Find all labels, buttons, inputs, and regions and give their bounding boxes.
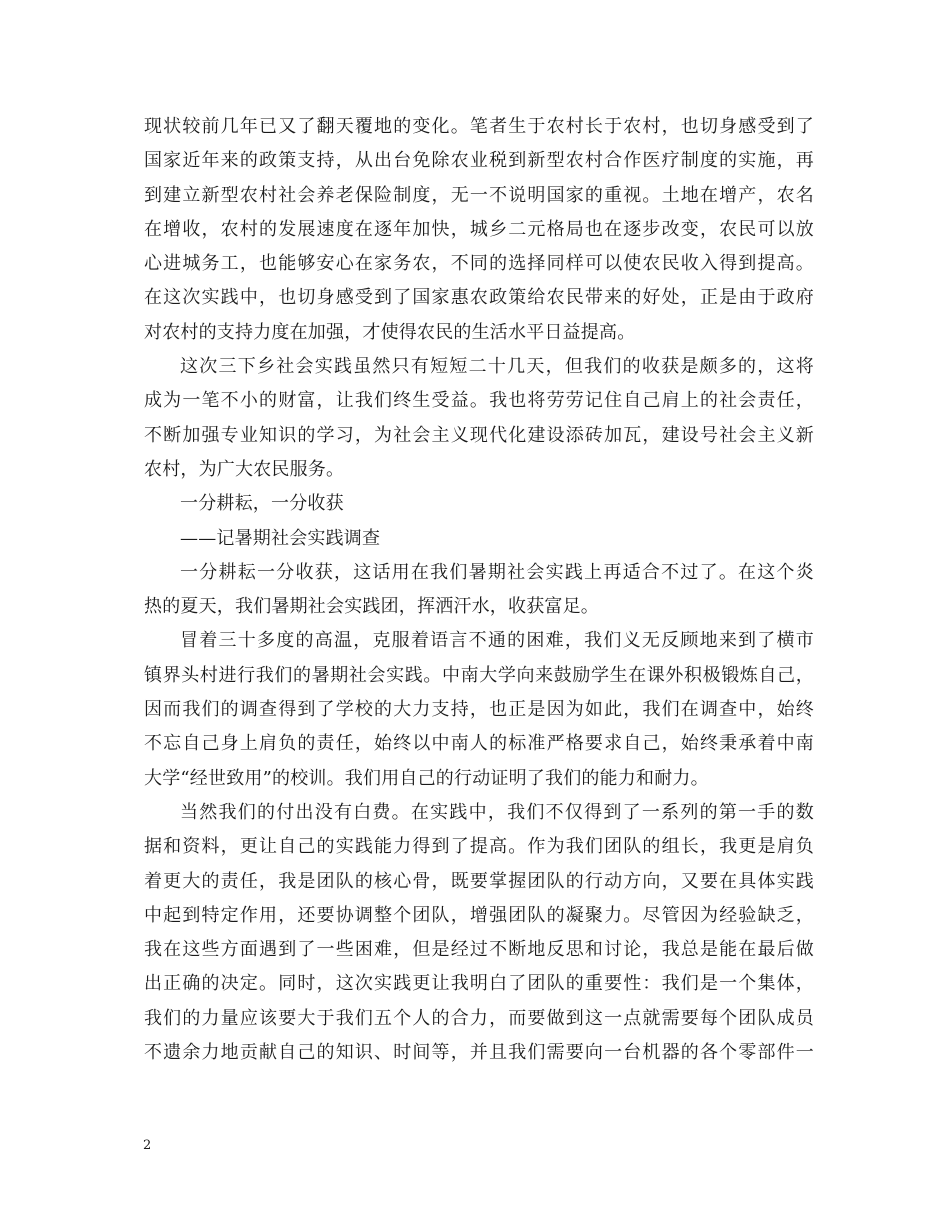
text-line: 一分耕耘，一分收获: [180, 493, 344, 515]
text-line: 到建立新型农村社会养老保险制度，无一不说明国家的重视。土地在增产，农名: [144, 184, 814, 206]
text-line: 大学“经世致用”的校训。我们用自己的行动证明了我们的能力和耐力。: [144, 767, 709, 789]
text-line: 热的夏天，我们暑期社会实践团，挥洒汗水，收获富足。: [144, 596, 599, 618]
text-line: 出正确的决定。同时，这次实践更让我明白了团队的重要性：我们是一个集体，: [144, 973, 814, 995]
page-number: 2: [143, 1138, 152, 1153]
text-line: 因而我们的调查得到了学校的大力支持，也正是因为如此，我们在调查中，始终: [144, 699, 814, 721]
body-text: [144, 110, 814, 1070]
text-line: 心进城务工，也能够安心在家务农，不同的选择同样可以使农民收入得到提高。: [144, 253, 814, 275]
text-line: 这次三下乡社会实践虽然只有短短二十几天，但我们的收获是颇多的，这将: [180, 356, 814, 378]
text-line: 不遗余力地贡献自己的知识、时间等，并且我们需要向一台机器的各个零部件一: [144, 1042, 814, 1064]
text-line: 对农村的支持力度在加强，才使得农民的生活水平日益提高。: [144, 321, 636, 343]
text-line: 现状较前几年已又了翻天覆地的变化。笔者生于农村长于农村，也切身感受到了: [144, 116, 814, 137]
text-line: 冒着三十多度的高温，克服着语言不通的困难，我们义无反顾地来到了横市: [180, 630, 814, 652]
text-line: 我在这些方面遇到了一些困难，但是经过不断地反思和讨论，我总是能在最后做: [144, 939, 814, 961]
text-line: 农村，为广大农民服务。: [144, 458, 345, 480]
text-line: 不忘自己身上肩负的责任，始终以中南人的标准严格要求自己，始终秉承着中南: [144, 733, 814, 755]
text-line: 在增收，农村的发展速度在逐年加快，城乡二元格局也在逐步改变，农民可以放: [144, 218, 814, 240]
text-line: 在这次实践中，也切身感受到了国家惠农政策给农民带来的好处，正是由于政府: [144, 287, 814, 309]
text-line: 据和资料，更让自己的实践能力得到了提高。作为我们团队的组长，我更是肩负: [144, 836, 814, 858]
text-line: 镇界头村进行我们的暑期社会实践。中南大学向来鼓励学生在课外积极锻炼自己，: [144, 664, 814, 686]
text-line: ——记暑期社会实践调查: [180, 527, 381, 549]
text-line: 成为一笔不小的财富，让我们终生受益。我也将劳劳记住自己肩上的社会责任，: [144, 390, 814, 412]
text-line: 国家近年来的政策支持，从出台免除农业税到新型农村合作医疗制度的实施，再: [144, 150, 814, 172]
text-line: 着更大的责任，我是团队的核心骨，既要掌握团队的行动方向，又要在具体实践: [144, 870, 814, 892]
text-line: 当然我们的付出没有白费。在实践中，我们不仅得到了一系列的第一手的数: [180, 801, 814, 823]
text-line: 我们的力量应该要大于我们五个人的合力，而要做到这一点就需要每个团队成员: [144, 1007, 814, 1029]
text-line: 一分耕耘一分收获，这话用在我们暑期社会实践上再适合不过了。在这个炎: [180, 561, 814, 583]
text-line: 中起到特定作用，还要协调整个团队，增强团队的凝聚力。尽管因为经验缺乏，: [144, 904, 814, 926]
text-line: 不断加强专业知识的学习，为社会主义现代化建设添砖加瓦，建设号社会主义新: [144, 424, 814, 446]
